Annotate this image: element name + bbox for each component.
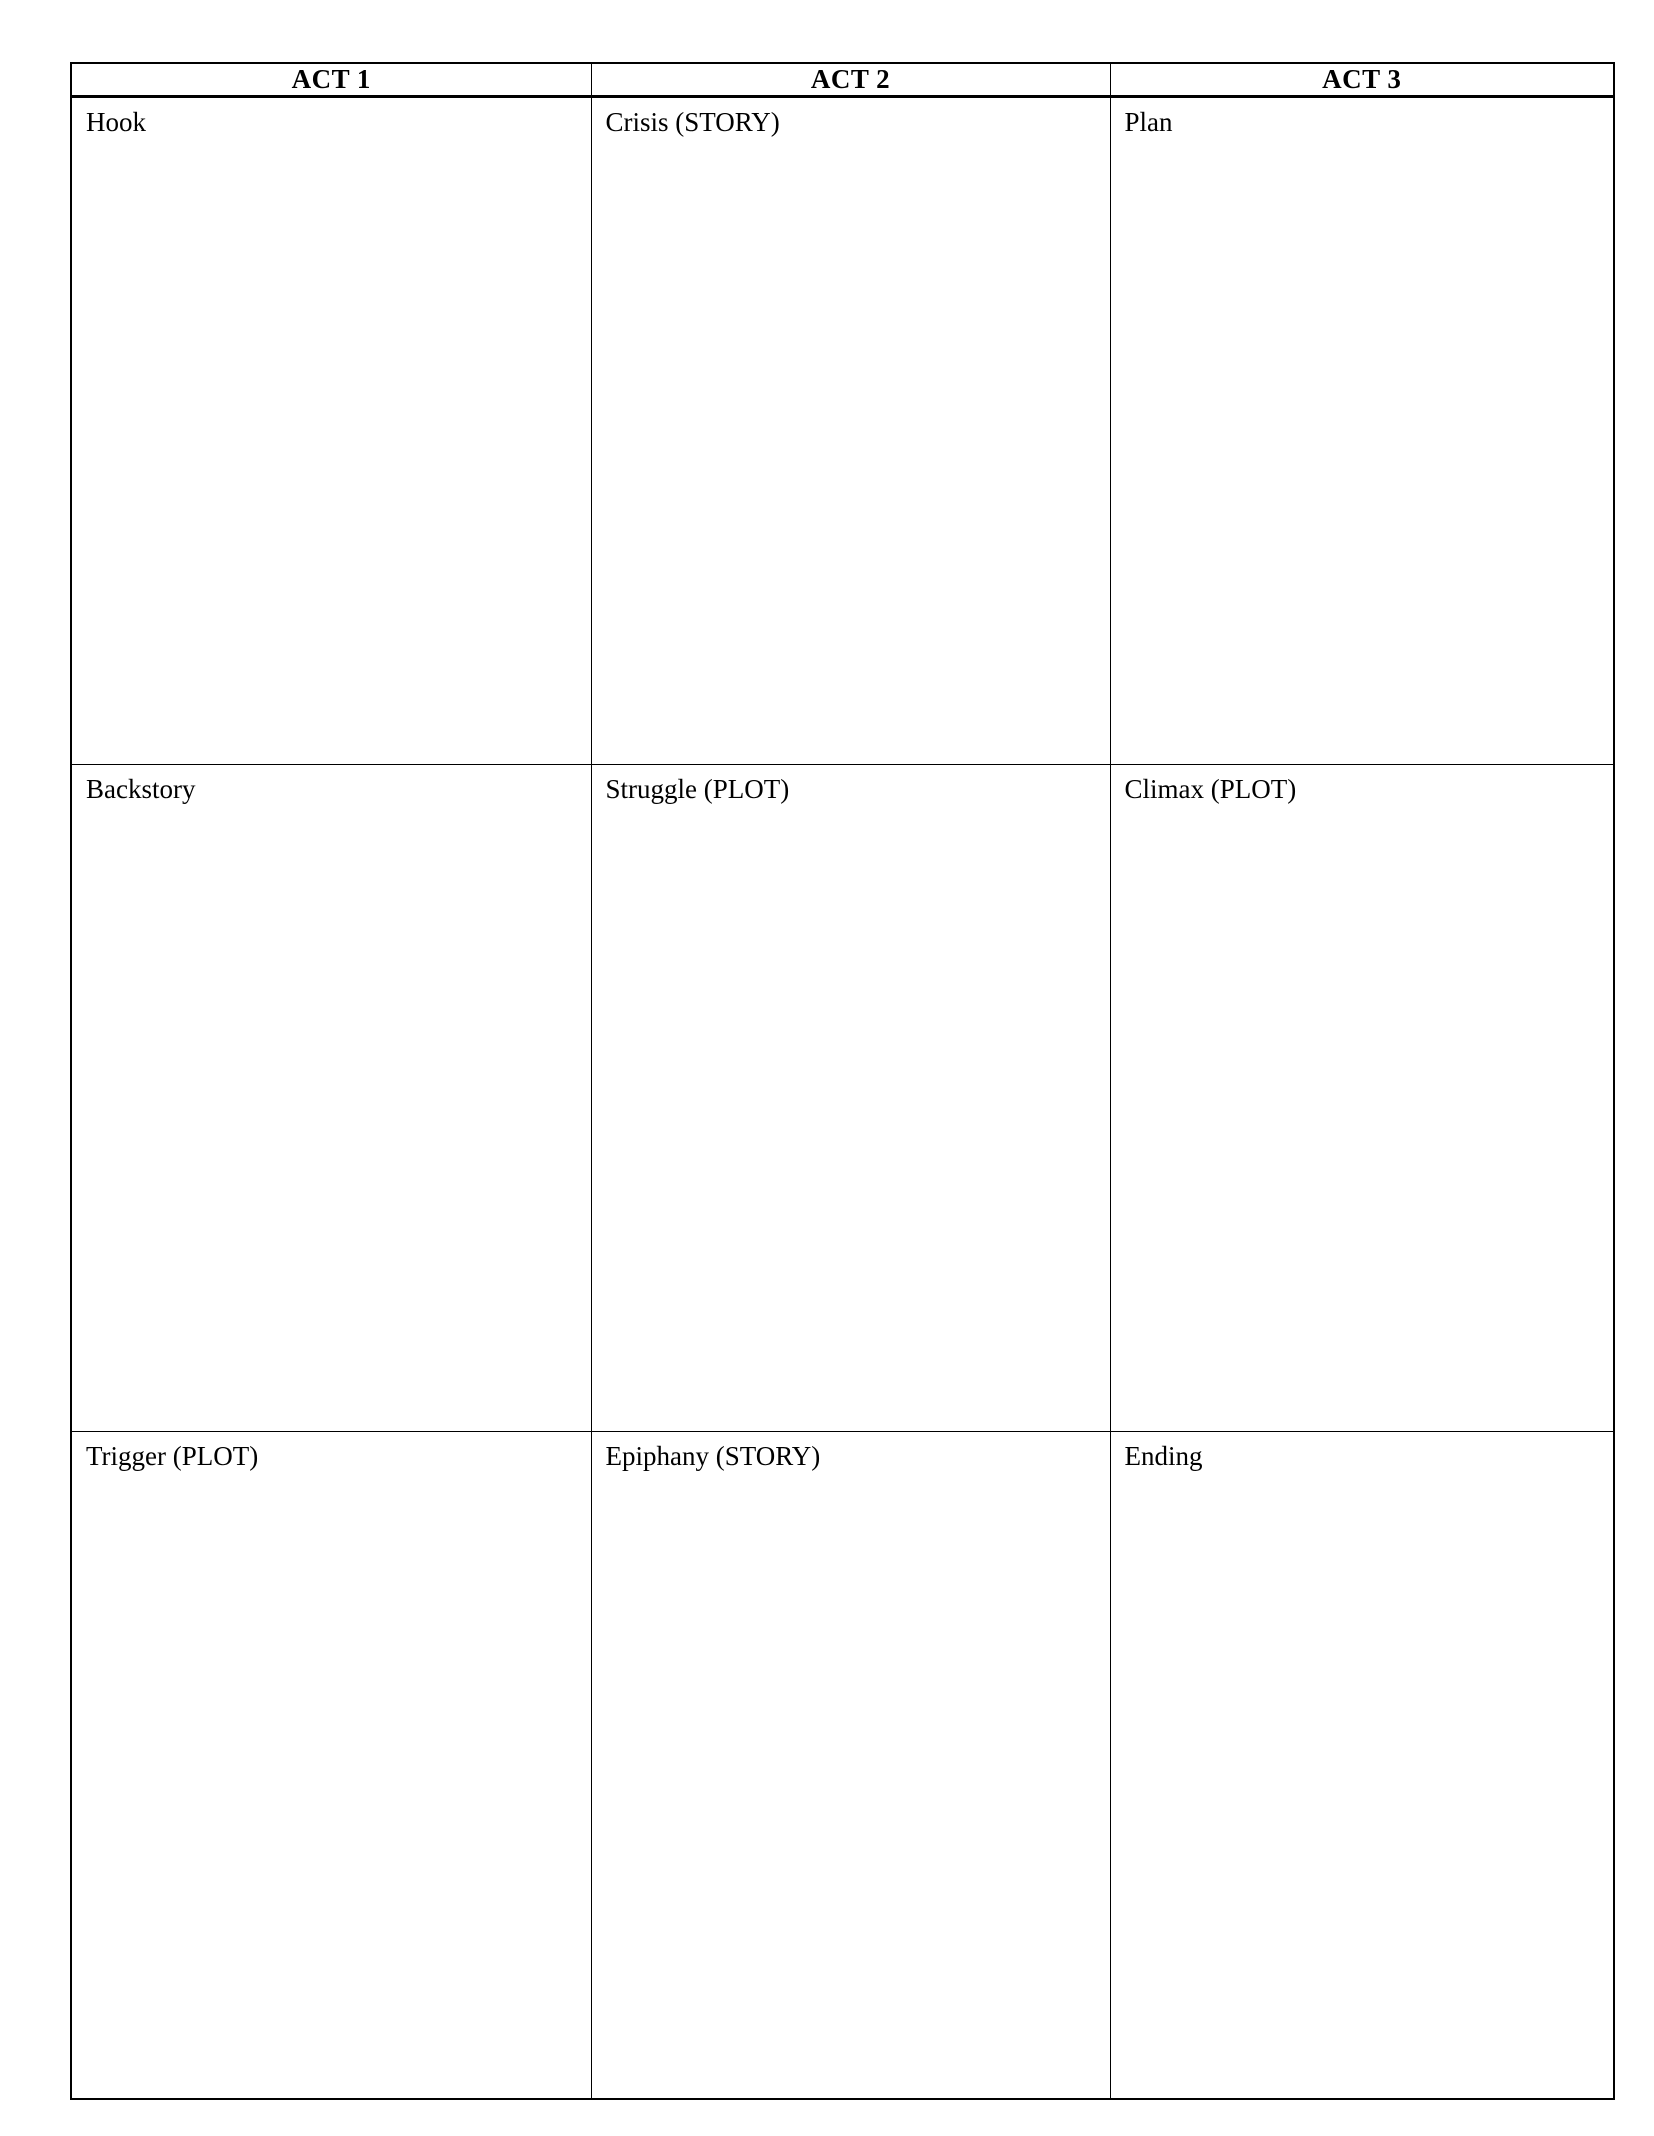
three-act-structure-table xyxy=(70,62,1615,2100)
cell-epiphany xyxy=(591,1432,1110,2100)
cell-climax xyxy=(1110,765,1614,1432)
cell-trigger xyxy=(71,1432,591,2100)
cell-crisis xyxy=(591,97,1110,765)
cell-ending xyxy=(1110,1432,1614,2100)
cell-backstory xyxy=(71,765,591,1432)
cell-epiphany-label: Epiphany (STORY) xyxy=(605,1441,821,1471)
table-row-2 xyxy=(71,765,1614,1432)
cell-struggle xyxy=(591,765,1110,1432)
cell-hook xyxy=(71,97,591,765)
cell-struggle-label: Struggle (PLOT) xyxy=(605,774,790,804)
cell-backstory-label: Backstory xyxy=(86,774,196,804)
cell-climax-label: Climax (PLOT) xyxy=(1124,774,1297,804)
cell-plan-label: Plan xyxy=(1124,107,1173,137)
cell-plan xyxy=(1110,97,1614,765)
cell-crisis-label: Crisis (STORY) xyxy=(605,107,780,137)
cell-ending-label: Ending xyxy=(1124,1441,1203,1471)
cell-hook-label: Hook xyxy=(86,107,146,137)
column-header-act-3: ACT 3 xyxy=(1110,63,1614,97)
table-header-row xyxy=(71,63,1614,97)
column-header-act-1: ACT 1 xyxy=(71,63,591,97)
table-row-1 xyxy=(71,97,1614,765)
cell-trigger-label: Trigger (PLOT) xyxy=(86,1441,259,1471)
table-row-3 xyxy=(71,1432,1614,2100)
column-header-act-2: ACT 2 xyxy=(591,63,1110,97)
